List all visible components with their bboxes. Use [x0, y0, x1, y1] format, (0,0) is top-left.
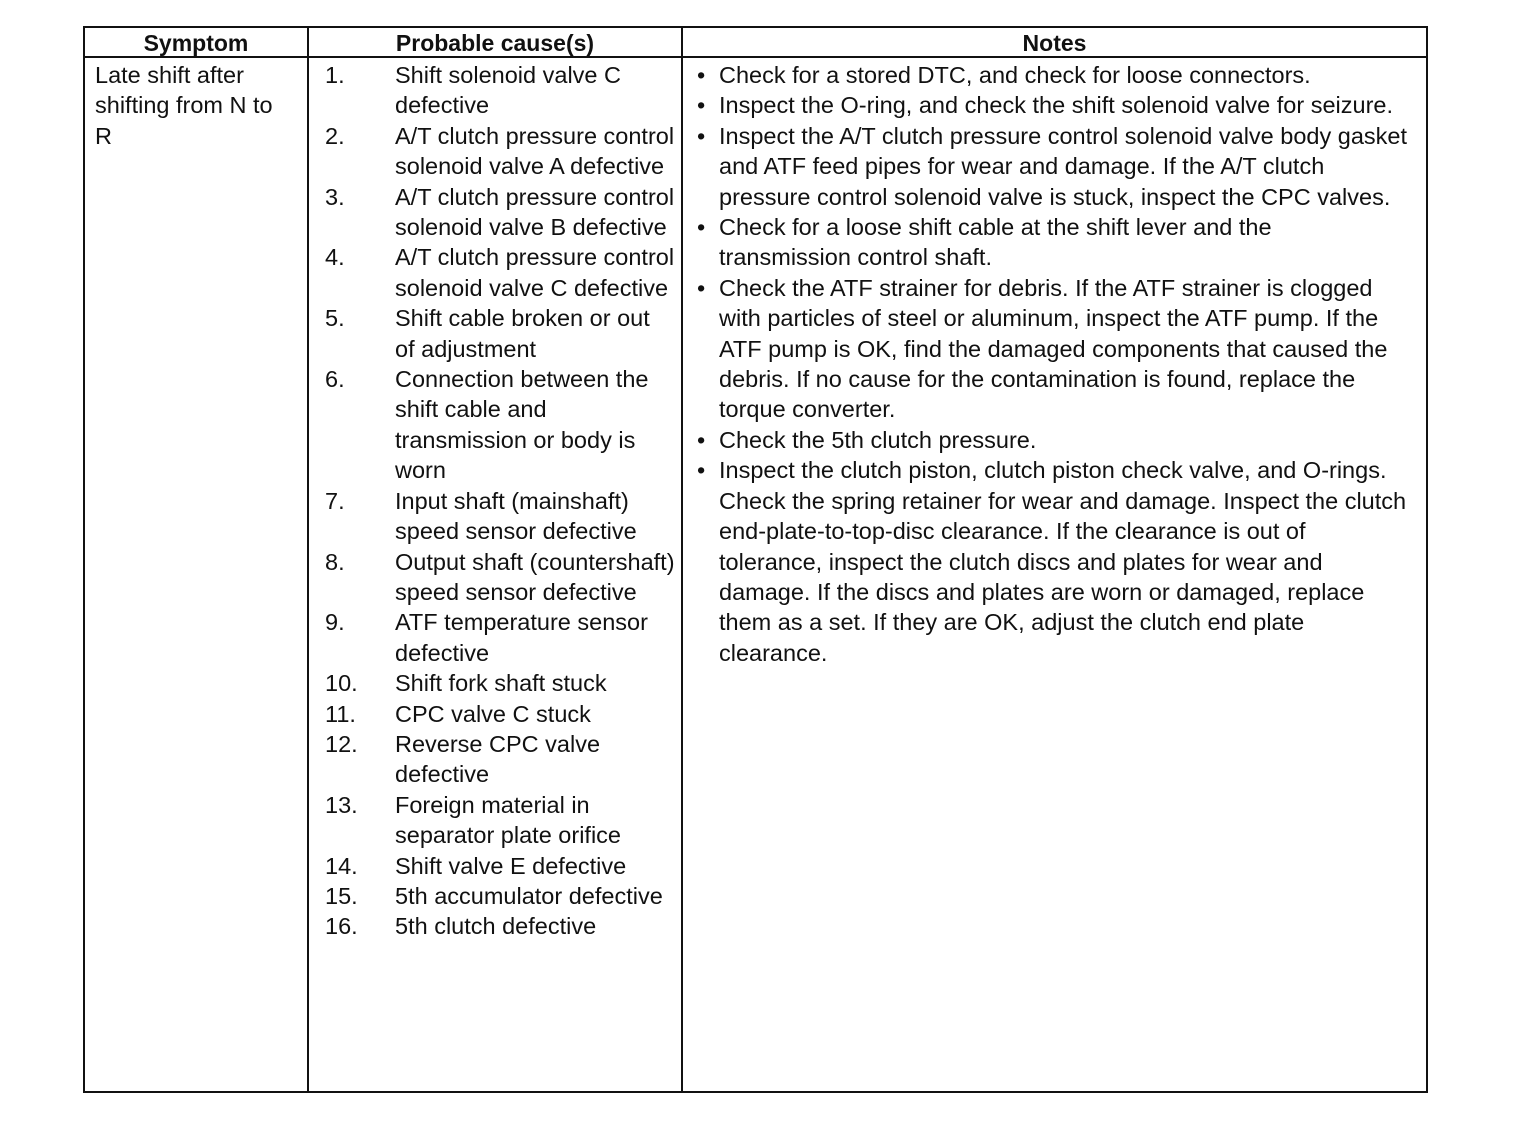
header-symptom: Symptom	[143, 30, 249, 56]
column-divider-2	[681, 28, 683, 1091]
cause-text: Connection between the shift cable and transmission or body is worn	[395, 366, 649, 484]
note-item	[697, 212, 1407, 273]
cause-number: 3.	[325, 183, 345, 210]
cause-item	[325, 242, 675, 303]
cause-number: 16.	[325, 913, 358, 940]
header-divider	[85, 56, 1426, 58]
cause-number: 6.	[325, 366, 345, 393]
cause-number: 9.	[325, 609, 345, 636]
cause-item	[325, 851, 675, 881]
bullet-icon: •	[697, 274, 706, 301]
cause-text: Shift valve E defective	[395, 852, 627, 879]
cause-number: 15.	[325, 882, 358, 909]
cause-text: A/T clutch pressure control solenoid valve A defective	[395, 122, 675, 180]
cause-item	[325, 729, 675, 790]
cause-text: 5th clutch defective	[395, 913, 597, 940]
note-text: Check the ATF strainer for debris. If the ATF strainer is clogged with particles of steel or aluminum, inspect the ATF pump. If the ATF pump is OK, find the damaged components that caused the debris. If no cause for the contamination is found, replace the torque converter.	[719, 274, 1388, 423]
cause-item	[325, 121, 675, 182]
note-item	[697, 455, 1407, 668]
bullet-icon: •	[697, 122, 706, 149]
symptom-text: Late shift after shifting from N to R	[95, 62, 273, 149]
cause-number: 12.	[325, 730, 358, 757]
cause-number: 8.	[325, 548, 345, 575]
troubleshooting-table	[83, 26, 1428, 1093]
note-item	[697, 425, 1407, 455]
cause-number: 5.	[325, 305, 345, 332]
cause-item	[325, 364, 675, 486]
note-text: Inspect the clutch piston, clutch piston check valve, and O-rings. Check the spring retainer for wear and damage. Inspect the clutch end-plate-to-top-disc clearance. If the clearance is out of tolerance, inspect the clutch discs and plates for wear and damage. If the discs and plates are worn or damaged, replace them as a set. If they are OK, adjust the clutch end plate clearance.	[719, 457, 1407, 666]
cause-item	[325, 790, 675, 851]
cause-text: CPC valve C stuck	[395, 700, 591, 727]
bullet-icon: •	[697, 92, 706, 119]
cause-item	[325, 547, 675, 608]
cause-number: 7.	[325, 487, 345, 514]
note-item	[697, 121, 1407, 212]
cause-text: Output shaft (countershaft) speed sensor defective	[395, 548, 675, 605]
cause-number: 4.	[325, 244, 345, 271]
note-item	[697, 90, 1407, 120]
note-text: Check the 5th clutch pressure.	[719, 426, 1037, 453]
bullet-icon: •	[697, 457, 706, 484]
cause-number: 14.	[325, 852, 358, 879]
bullet-icon: •	[697, 62, 706, 88]
cause-text: A/T clutch pressure control solenoid valve C defective	[395, 244, 675, 301]
cause-text: A/T clutch pressure control solenoid valve B defective	[395, 183, 675, 241]
bullet-icon: •	[697, 426, 706, 453]
cause-item	[325, 699, 675, 729]
cause-text: ATF temperature sensor defective	[395, 609, 648, 666]
cause-number: 1.	[325, 62, 345, 88]
cause-text: Foreign material in separator plate orifice	[395, 791, 621, 849]
header-probable-causes: Probable cause(s)	[395, 30, 595, 56]
note-text: Inspect the O-ring, and check the shift solenoid valve for seizure.	[719, 92, 1394, 119]
cause-item	[325, 607, 675, 668]
cause-text: Shift cable broken or out of adjustment	[395, 305, 650, 362]
cause-item	[325, 182, 675, 243]
note-text: Check for a stored DTC, and check for loose connectors.	[719, 62, 1311, 88]
cause-text: 5th accumulator defective	[395, 882, 663, 909]
cause-number: 13.	[325, 791, 358, 818]
note-text: Inspect the A/T clutch pressure control solenoid valve body gasket and ATF feed pipes for wear and damage. If the A/T clutch pressure control solenoid valve is stuck, inspect the CPC valves.	[719, 122, 1407, 210]
cause-number: 11.	[325, 700, 356, 727]
cause-item	[325, 303, 675, 364]
cause-item	[325, 911, 675, 941]
bullet-icon: •	[697, 214, 706, 241]
cause-text: Input shaft (mainshaft) speed sensor defective	[395, 487, 637, 545]
cause-number: 10.	[325, 670, 358, 697]
note-item	[697, 60, 1407, 90]
cause-number: 2.	[325, 122, 345, 149]
note-text: Check for a loose shift cable at the shift lever and the transmission control shaft.	[719, 214, 1272, 271]
cause-text: Shift solenoid valve C defective	[395, 62, 621, 119]
header-notes: Notes	[1022, 30, 1087, 56]
cause-item	[325, 881, 675, 911]
cause-text: Shift fork shaft stuck	[395, 670, 607, 697]
causes-list	[325, 60, 675, 942]
column-divider-1	[307, 28, 309, 1091]
note-item	[697, 273, 1407, 425]
cause-text: Reverse CPC valve defective	[395, 730, 601, 788]
cause-item	[325, 668, 675, 698]
cause-item	[325, 60, 675, 121]
cause-item	[325, 486, 675, 547]
notes-list	[697, 60, 1407, 668]
